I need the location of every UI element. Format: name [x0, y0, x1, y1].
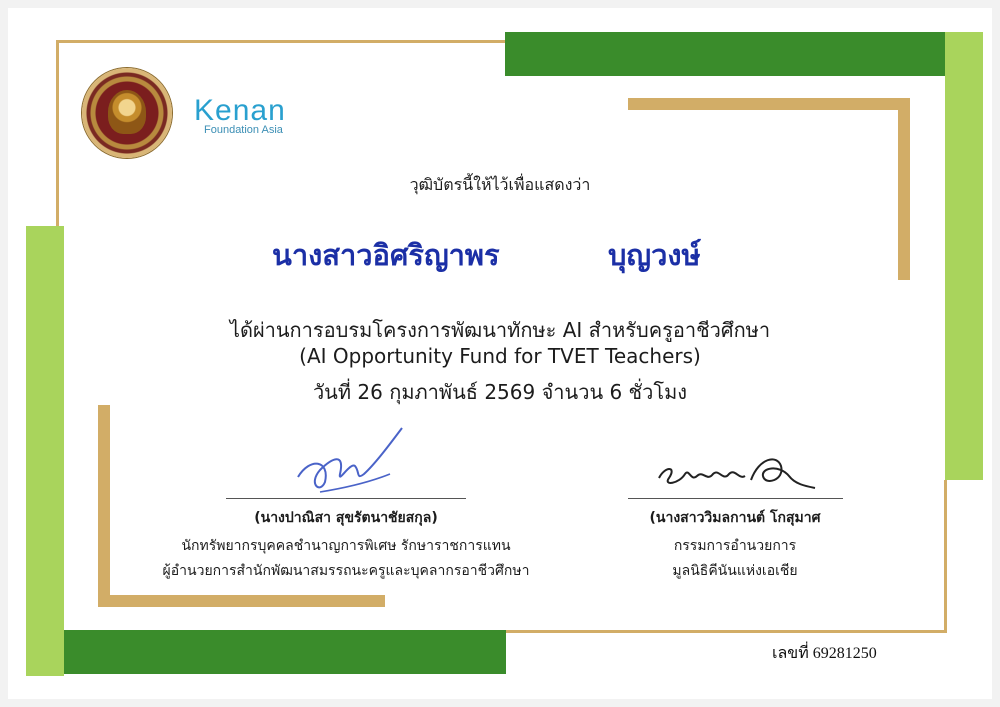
signature-left	[290, 422, 410, 502]
certificate-intro: วุฒิบัตรนี้ให้ไว้เพื่อแสดงว่า	[409, 175, 591, 194]
gold-frame-left	[56, 40, 59, 226]
recipient-first-name: นางสาวอิศริญาพร	[272, 238, 500, 272]
bottom-dark-green-bar	[64, 630, 506, 674]
gold-accent-bottom-left-v	[98, 405, 110, 607]
gold-frame-top	[56, 40, 505, 43]
signatory-right-name: (นางสาววิมลกานต์ โกสุมาศ	[649, 510, 821, 526]
course-english-name: (AI Opportunity Fund for TVET Teachers)	[299, 344, 701, 368]
vocational-education-seal-logo	[82, 68, 172, 158]
course-date-duration: วันที่ 26 กุมภาพันธ์ 2569 จำนวน 6 ชั่วโมง	[312, 380, 688, 404]
signatory-left-title1: นักทรัพยากรบุคคลชำนาญการพิเศษ รักษาราชการแทน	[181, 538, 511, 554]
gold-accent-top-right-h	[628, 98, 910, 110]
signatory-left-title2: ผู้อำนวยการสำนักพัฒนาสมรรถนะครูและบุคลากรอาชีวศึกษา	[162, 563, 530, 579]
right-light-green-bar	[945, 32, 983, 480]
signatory-right-title1: กรรมการอำนวยการ	[673, 538, 797, 554]
gold-accent-bottom-left-h	[98, 595, 385, 607]
gold-frame-bottom	[506, 630, 947, 633]
signatory-left-name: (นางปาณิสา สุขรัตนาชัยสกุล)	[254, 510, 438, 526]
top-dark-green-bar	[505, 32, 945, 76]
certificate-number: เลขที่ 69281250	[772, 645, 877, 662]
signature-line-right	[628, 498, 843, 499]
left-light-green-bar	[26, 226, 64, 676]
kenan-logo-subtitle: Foundation Asia	[204, 124, 283, 136]
kenan-logo: Kenan	[194, 94, 286, 127]
course-description: ได้ผ่านการอบรมโครงการพัฒนาทักษะ AI สำหรับครูอาชีวศึกษา	[229, 318, 771, 342]
recipient-last-name: บุญวงษ์	[608, 238, 701, 272]
signature-line-left	[226, 498, 466, 499]
signatory-right-title2: มูลนิธิคีนันแห่งเอเชีย	[672, 563, 798, 579]
gold-frame-right	[944, 480, 947, 632]
signature-right	[655, 448, 820, 494]
